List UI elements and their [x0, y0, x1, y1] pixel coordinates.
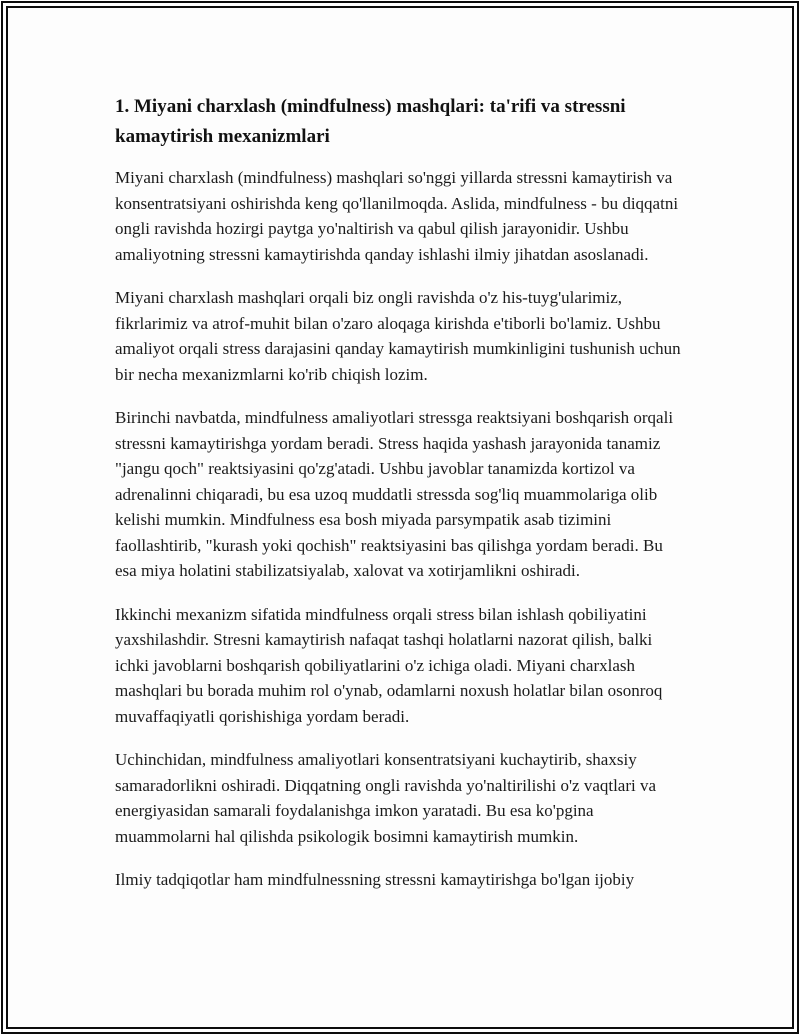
paragraph-overview: Miyani charxlash mashqlari orqali biz ongli ravishda o'z his-tuyg'ularimiz, fikrlarimiz va atrof-muhit bilan o'zaro aloqaga kirishda e'tiborli bo'lamiz. Ushbu amaliyot orqali stress darajasini qanday kamaytirish mumkinligini tushunish uchun bir necha mexanizmlarni ko'rib chiqish lozim. — [115, 288, 681, 384]
paragraph-mechanism-2: Ikkinchi mexanizm sifatida mindfulness orqali stress bilan ishlash qobiliyatini yaxshilashdir. Stresni kamaytirish nafaqat tashqi holatlarni nazorat qilish, balki ichki javoblarni boshqarish qobiliyatlarini o'z ichiga oladi. Miyani charxlash mashqlari bu borada muhim rol o'ynab, odamlarni noxush holatlar bilan osonroq muvaffaqiyatli qorishishiga yordam beradi. — [115, 604, 663, 726]
document-page — [8, 8, 792, 1027]
page-border-outer — [1, 1, 799, 1034]
paragraph-mechanism-1: Birinchi navbatda, mindfulness amaliyotlari stressga reaktsiyani boshqarish orqali stressni kamaytirishga yordam beradi. Stress haqida yashash jarayonida tanamiz "jangu qoch" reaktsiyasini qo'zg'atadi. Ushbu javoblar tanamizda kortizol va adrenalinni chiqaradi, bu esa uzoq muddatli stressda sog'liq muammolariga olib kelishi mumkin. Mindfulness esa bosh miyada parsympatik asab tizimini faollashtirib, "kurash yoki qochish" reaktsiyasini bas qilishga yordam beradi. Bu esa miya holatini stabilizatsiyalab, xalovat va xotirjamlikni oshiradi. — [115, 408, 674, 580]
paragraph-intro: Miyani charxlash (mindfulness) mashqlari so'nggi yillarda stressni kamaytirish va konsentratsiyani oshirishda keng qo'llanilmoqda. Aslida, mindfulness - bu diqqatni ongli ravishda hozirgi paytga yo'naltirish va qabul qilish jarayonidir. Ushbu amaliyotning stressni kamaytirishda qanday ishlashi ilmiy jihatdan asoslanadi. — [115, 168, 679, 264]
document-heading: 1. Miyani charxlash (mindfulness) mashqlari: ta'rifi va stressni kamaytirish mexanizmlari — [115, 96, 626, 147]
page-border-inner — [6, 6, 794, 1029]
paragraph-mechanism-3: Uchinchidan, mindfulness amaliyotlari konsentratsiyani kuchaytirib, shaxsiy samaradorlikni oshiradi. Diqqatning ongli ravishda yo'naltirilishi o'z vaqtlari va energiyasidan samarali foydalanishga imkon yaratadi. Bu esa ko'pgina muammolarni hal qilishda psikologik bosimni kamaytirish mumkin. — [115, 750, 657, 846]
paragraph-research-partial: Ilmiy tadqiqotlar ham mindfulnessning stressni kamaytirishga bo'lgan ijobiy — [115, 870, 635, 889]
